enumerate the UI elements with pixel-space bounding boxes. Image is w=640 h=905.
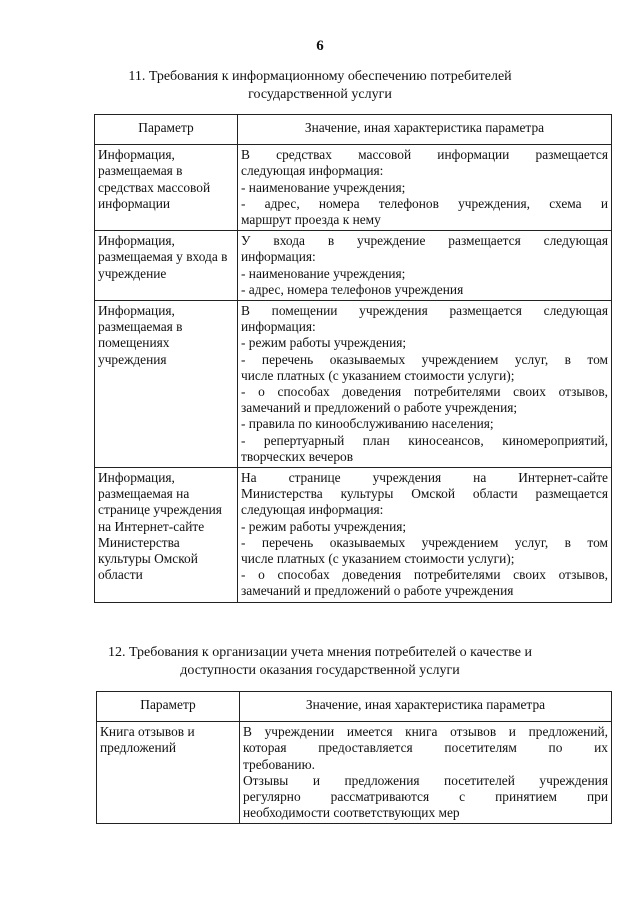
- value-line: следующая информация:: [241, 502, 384, 518]
- value-line: информация:: [241, 319, 316, 335]
- page-number: 6: [316, 38, 324, 54]
- param-cell: Информация, размещаемая на странице учреждения на Интернет-сайте Министерства культуры Омской области: [95, 468, 238, 603]
- section-12-heading: [60, 644, 580, 680]
- value-column-header: Значение, иная характеристика параметра: [240, 692, 612, 722]
- value-line: необходимости соответствующих мер: [243, 805, 460, 821]
- table-row: [95, 468, 612, 603]
- value-cell: [238, 301, 612, 468]
- value-line: В помещении учреждения размещается следующая: [241, 303, 608, 319]
- value-line: числе платных (с указанием стоимости услуги);: [241, 551, 515, 567]
- table-header-row: [95, 115, 612, 145]
- value-line: которая предоставляется посетителям по их: [243, 740, 608, 756]
- feedback-requirements-table: [96, 691, 612, 824]
- param-column-header: Параметр: [95, 115, 238, 145]
- table-row: [95, 231, 612, 301]
- value-line: - о способах доведения потребителями своих отзывов,: [241, 567, 608, 583]
- value-line: - наименование учреждения;: [241, 179, 406, 195]
- table-header-row: [97, 692, 612, 722]
- heading-line: 12. Требования к организации учета мнения потребителей о качестве и: [108, 645, 532, 660]
- value-line: - адрес, номера телефонов учреждения, схема и: [241, 195, 608, 211]
- value-line: следующая информация:: [241, 163, 384, 179]
- param-column-header: Параметр: [97, 692, 240, 722]
- value-column-header: Значение, иная характеристика параметра: [238, 115, 612, 145]
- value-line: - репертуарный план киносеансов, киномероприятий,: [241, 432, 608, 448]
- value-line: - режим работы учреждения;: [241, 335, 407, 351]
- value-line: регулярно рассматриваются с принятием при: [243, 789, 608, 805]
- heading-line: 11. Требования к информационному обеспечению потребителей: [128, 69, 512, 84]
- value-line: В средствах массовой информации размещается: [241, 147, 608, 163]
- value-line: - перечень оказываемых учреждением услуг, в том: [241, 534, 608, 550]
- value-cell: [240, 722, 612, 824]
- value-line: - о способах доведения потребителями своих отзывов,: [241, 384, 608, 400]
- value-line: - адрес, номера телефонов учреждения: [241, 281, 464, 297]
- value-line: требованию.: [243, 756, 315, 772]
- value-line: информация:: [241, 249, 316, 265]
- value-line: Министерства культуры Омской области размещается: [241, 486, 608, 502]
- table-row: [95, 301, 612, 468]
- table-row: [95, 145, 612, 231]
- param-cell: Информация, размещаемая в помещениях учреждения: [95, 301, 238, 468]
- value-line: В учреждении имеется книга отзывов и предложений,: [243, 724, 608, 740]
- value-line: - правила по кинообслуживанию населения;: [241, 416, 494, 432]
- value-line: числе платных (с указанием стоимости услуги);: [241, 367, 515, 383]
- value-line: Отзывы и предложения посетителей учреждения: [243, 772, 608, 788]
- value-line: У входа в учреждение размещается следующая: [241, 233, 608, 249]
- value-line: творческих вечеров: [241, 448, 354, 464]
- value-cell: [238, 468, 612, 603]
- value-line: - перечень оказываемых учреждением услуг, в том: [241, 351, 608, 367]
- value-cell: [238, 145, 612, 231]
- param-cell: Информация, размещаемая у входа в учреждение: [95, 231, 238, 301]
- information-requirements-table: [94, 114, 612, 603]
- value-line: замечаний и предложений о работе учреждения: [241, 583, 514, 599]
- heading-line: доступности оказания государственной услуги: [180, 663, 460, 678]
- value-line: - режим работы учреждения;: [241, 518, 407, 534]
- value-line: замечаний и предложений о работе учреждения;: [241, 400, 518, 416]
- table-row: [97, 722, 612, 824]
- value-line: На странице учреждения на Интернет-сайте: [241, 470, 608, 486]
- value-line: - наименование учреждения;: [241, 265, 406, 281]
- value-cell: [238, 231, 612, 301]
- param-cell: Книга отзывов и предложений: [97, 722, 240, 824]
- heading-line: государственной услуги: [248, 87, 392, 102]
- param-cell: Информация, размещаемая в средствах массовой информации: [95, 145, 238, 231]
- value-line: маршрут проезда к нему: [241, 212, 381, 228]
- section-11-heading: [60, 68, 580, 104]
